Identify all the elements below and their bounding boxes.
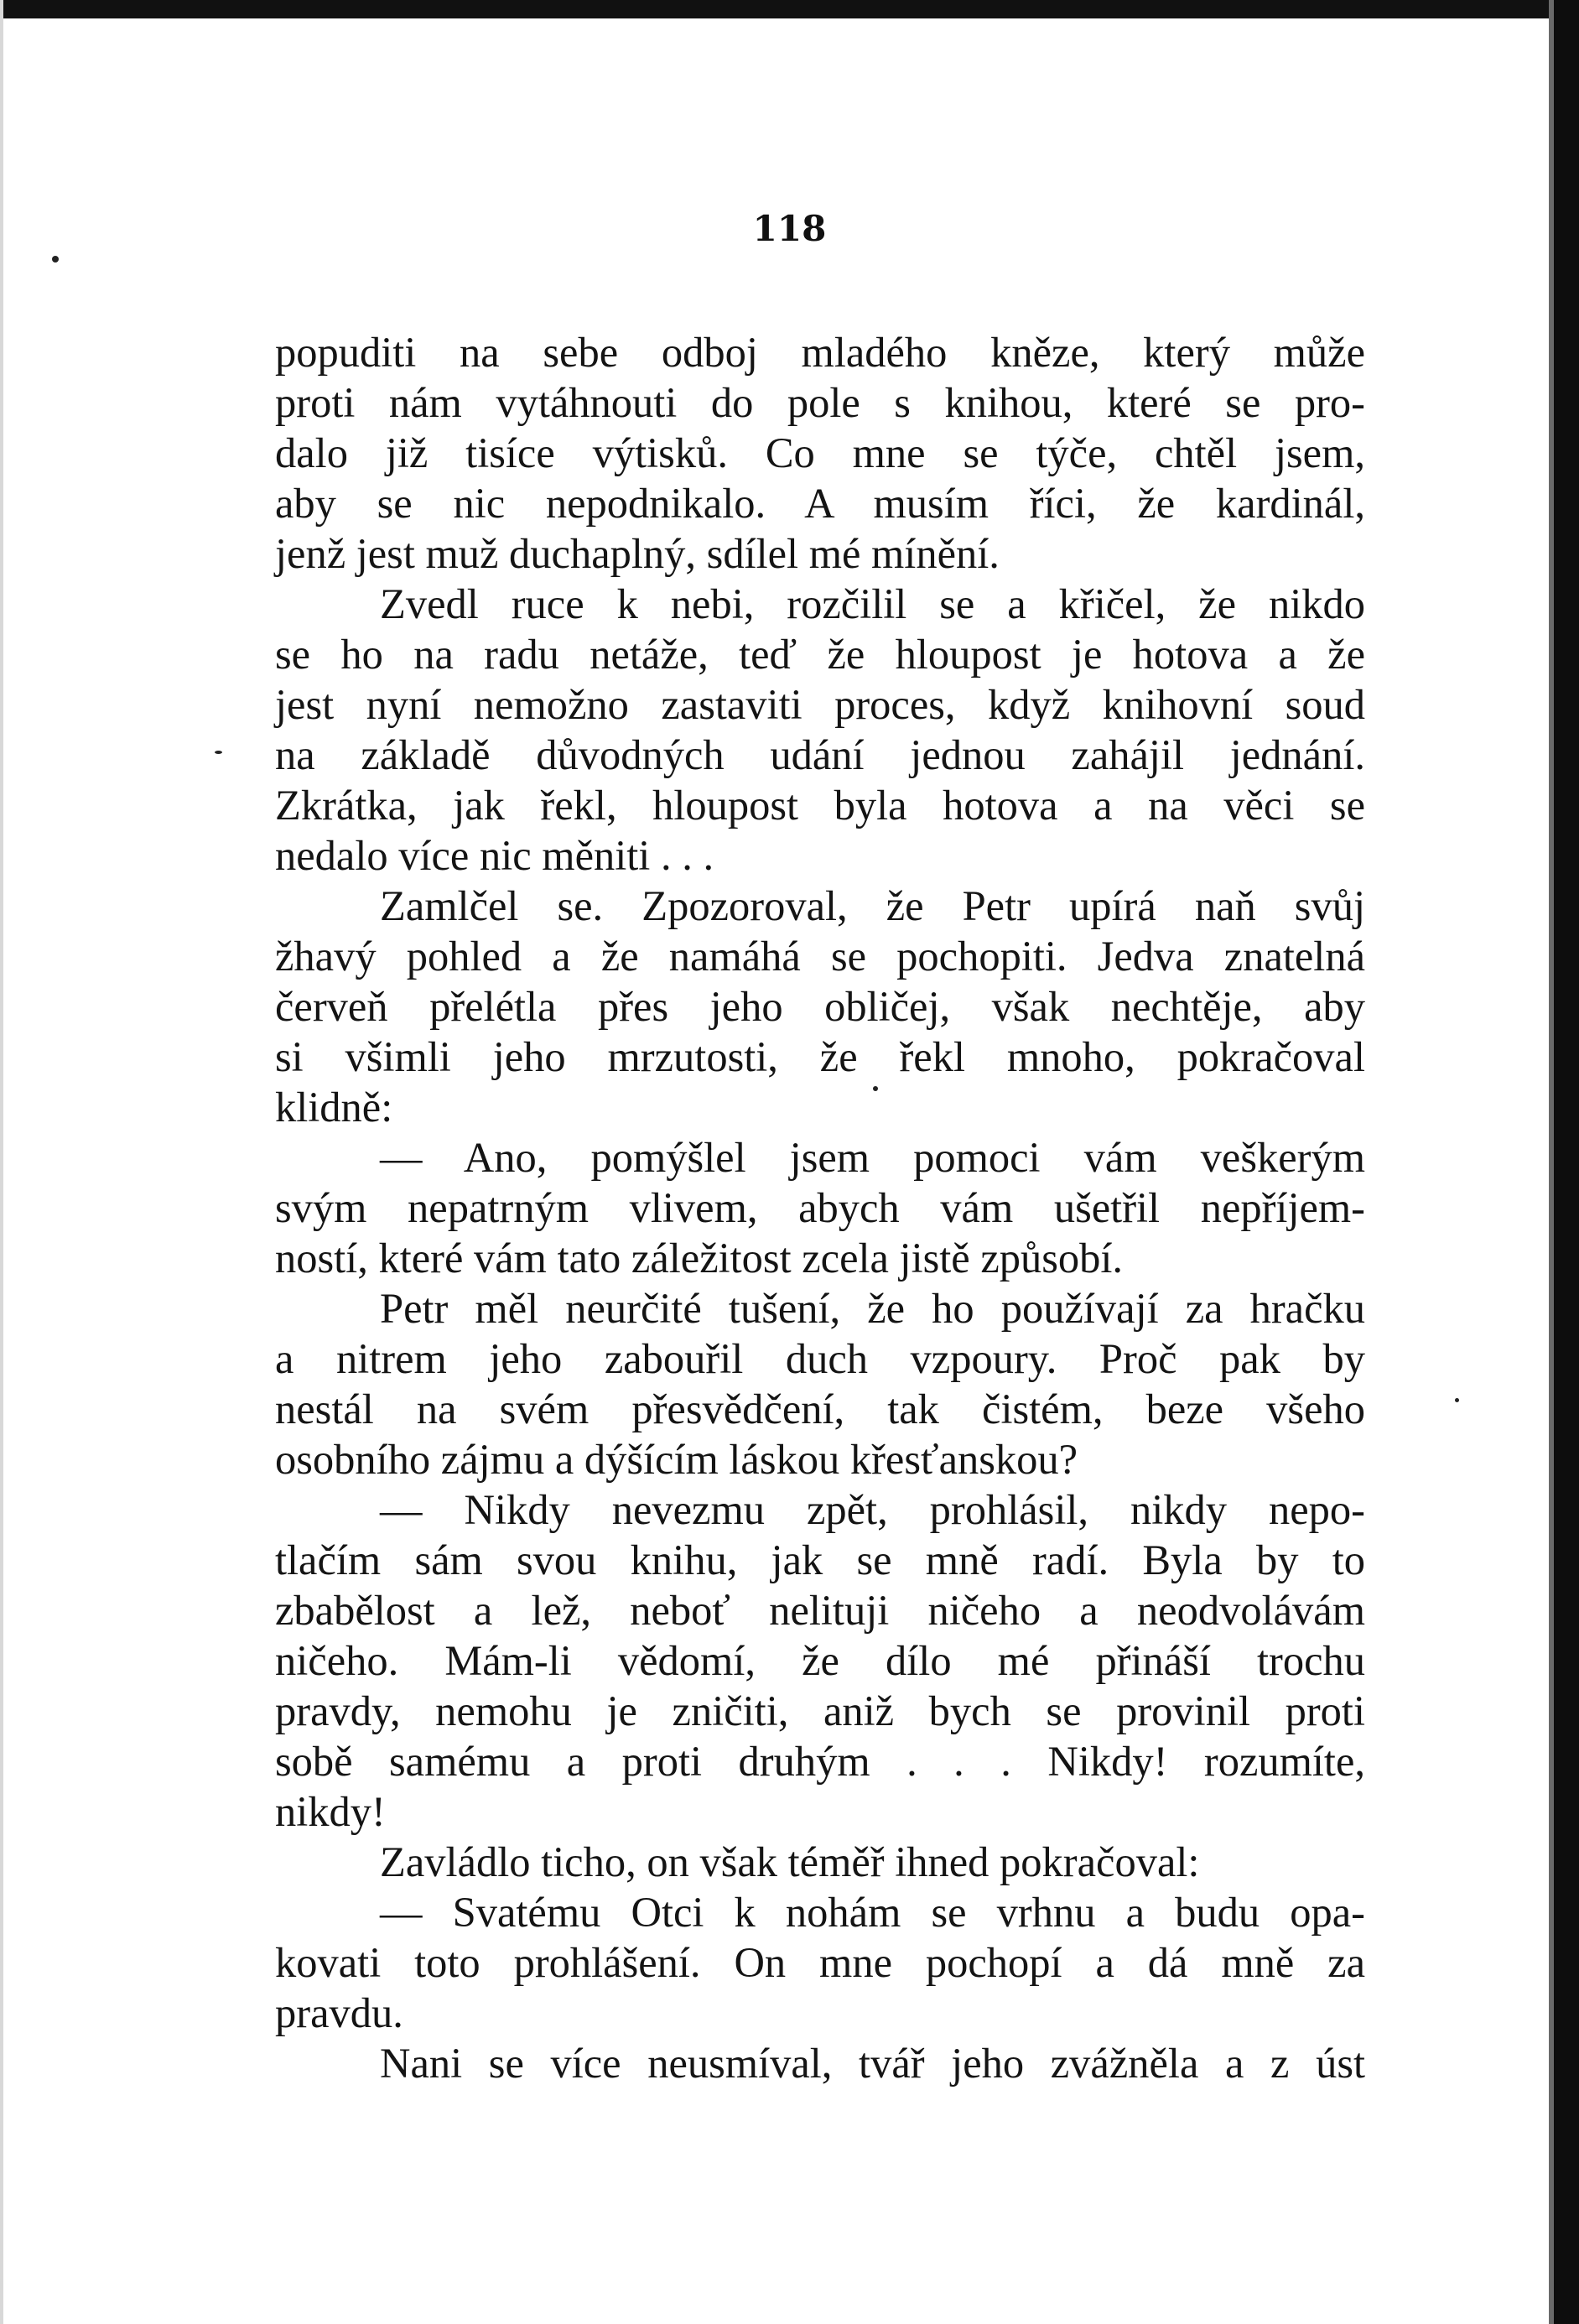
text-line: Zavládlo ticho, on však téměř ihned pokračoval: (380, 1838, 1200, 1885)
text-line: jest nyní nemožno zastaviti proces, když knihovní soud (275, 681, 1365, 728)
text-line: proti nám vytáhnouti do pole s knihou, které se pro- (275, 379, 1365, 426)
scan-speck (1455, 1398, 1459, 1402)
text-line: kovati toto prohlášení. On mne pochopí a dá mně za (275, 1939, 1365, 1986)
text-line: — Ano, pomýšlel jsem pomoci vám veškerým (380, 1134, 1365, 1181)
text-line: Zkrátka, jak řekl, hloupost byla hotova a na věci se (275, 782, 1365, 829)
text-line: Petr měl neurčité tušení, že ho používají za hračku (380, 1285, 1365, 1332)
text-line: Zamlčel se. Zpozoroval, že Petr upírá naň svůj (380, 882, 1365, 929)
scan-speck (215, 751, 222, 754)
text-line: — Nikdy nevezmu zpět, prohlásil, nikdy nepo- (380, 1486, 1365, 1533)
scan-border-right (1554, 0, 1579, 2324)
text-line: sobě samému a proti druhým . . . Nikdy! rozumíte, (275, 1738, 1365, 1785)
text-line: pravdu. (275, 1989, 403, 2036)
text-line: nedalo více nic měniti . . . (275, 832, 714, 879)
text-line: na základě důvodných udání jednou zahájil jednání. (275, 731, 1365, 778)
text-line: ničeho. Mám-li vědomí, že dílo mé přináší trochu (275, 1637, 1365, 1684)
text-line: si všimli jeho mrzutosti, že řekl mnoho, pokračoval (275, 1033, 1365, 1080)
text-line: — Svatému Otci k nohám se vrhnu a budu opa- (380, 1889, 1365, 1936)
text-line: Nani se více neusmíval, tvář jeho zvážněla a z úst (380, 2040, 1365, 2087)
text-line: červeň přelétla přes jeho obličej, však nechtěje, aby (275, 983, 1365, 1030)
text-line: jenž jest muž duchaplný, sdílel mé mínění. (275, 530, 1000, 577)
text-line: se ho na radu netáže, teď že hloupost je hotova a že (275, 631, 1365, 678)
text-line: nikdy! (275, 1788, 386, 1835)
text-line: popuditi na sebe odboj mladého kněze, který může (275, 329, 1365, 376)
text-line: Zvedl ruce k nebi, rozčilil se a křičel, že nikdo (380, 580, 1365, 627)
text-line: osobního zájmu a dýšícím láskou křesťanskou? (275, 1436, 1078, 1483)
text-line: zbabělost a lež, neboť nelituji ničeho a neodvolávám (275, 1587, 1365, 1634)
text-line: svým nepatrným vlivem, abych vám ušetřil nepříjem- (275, 1184, 1365, 1231)
page-number: 118 (752, 208, 827, 249)
text-line: nestál na svém přesvědčení, tak čistém, beze všeho (275, 1386, 1365, 1432)
text-line: ností, které vám tato záležitost zcela jistě způsobí. (275, 1235, 1124, 1282)
scan-border-top (0, 0, 1579, 18)
text-line: aby se nic nepodnikalo. A musím říci, že kardinál, (275, 480, 1365, 527)
text-line: pravdy, nemohu je zničiti, aniž bych se provinil proti (275, 1687, 1365, 1734)
text-line: žhavý pohled a že namáhá se pochopiti. Jedva znatelná (275, 933, 1365, 980)
scan-border-left (0, 0, 3, 2324)
text-line: dalo již tisíce výtisků. Co mne se týče, chtěl jsem, (275, 429, 1365, 476)
scan-speck (52, 256, 59, 263)
text-line: tlačím sám svou knihu, jak se mně radí. Byla by to (275, 1536, 1365, 1583)
text-line: a nitrem jeho zabouřil duch vzpoury. Proč pak by (275, 1335, 1365, 1382)
body-text (275, 327, 1365, 2088)
text-line: klidně: (275, 1084, 393, 1131)
